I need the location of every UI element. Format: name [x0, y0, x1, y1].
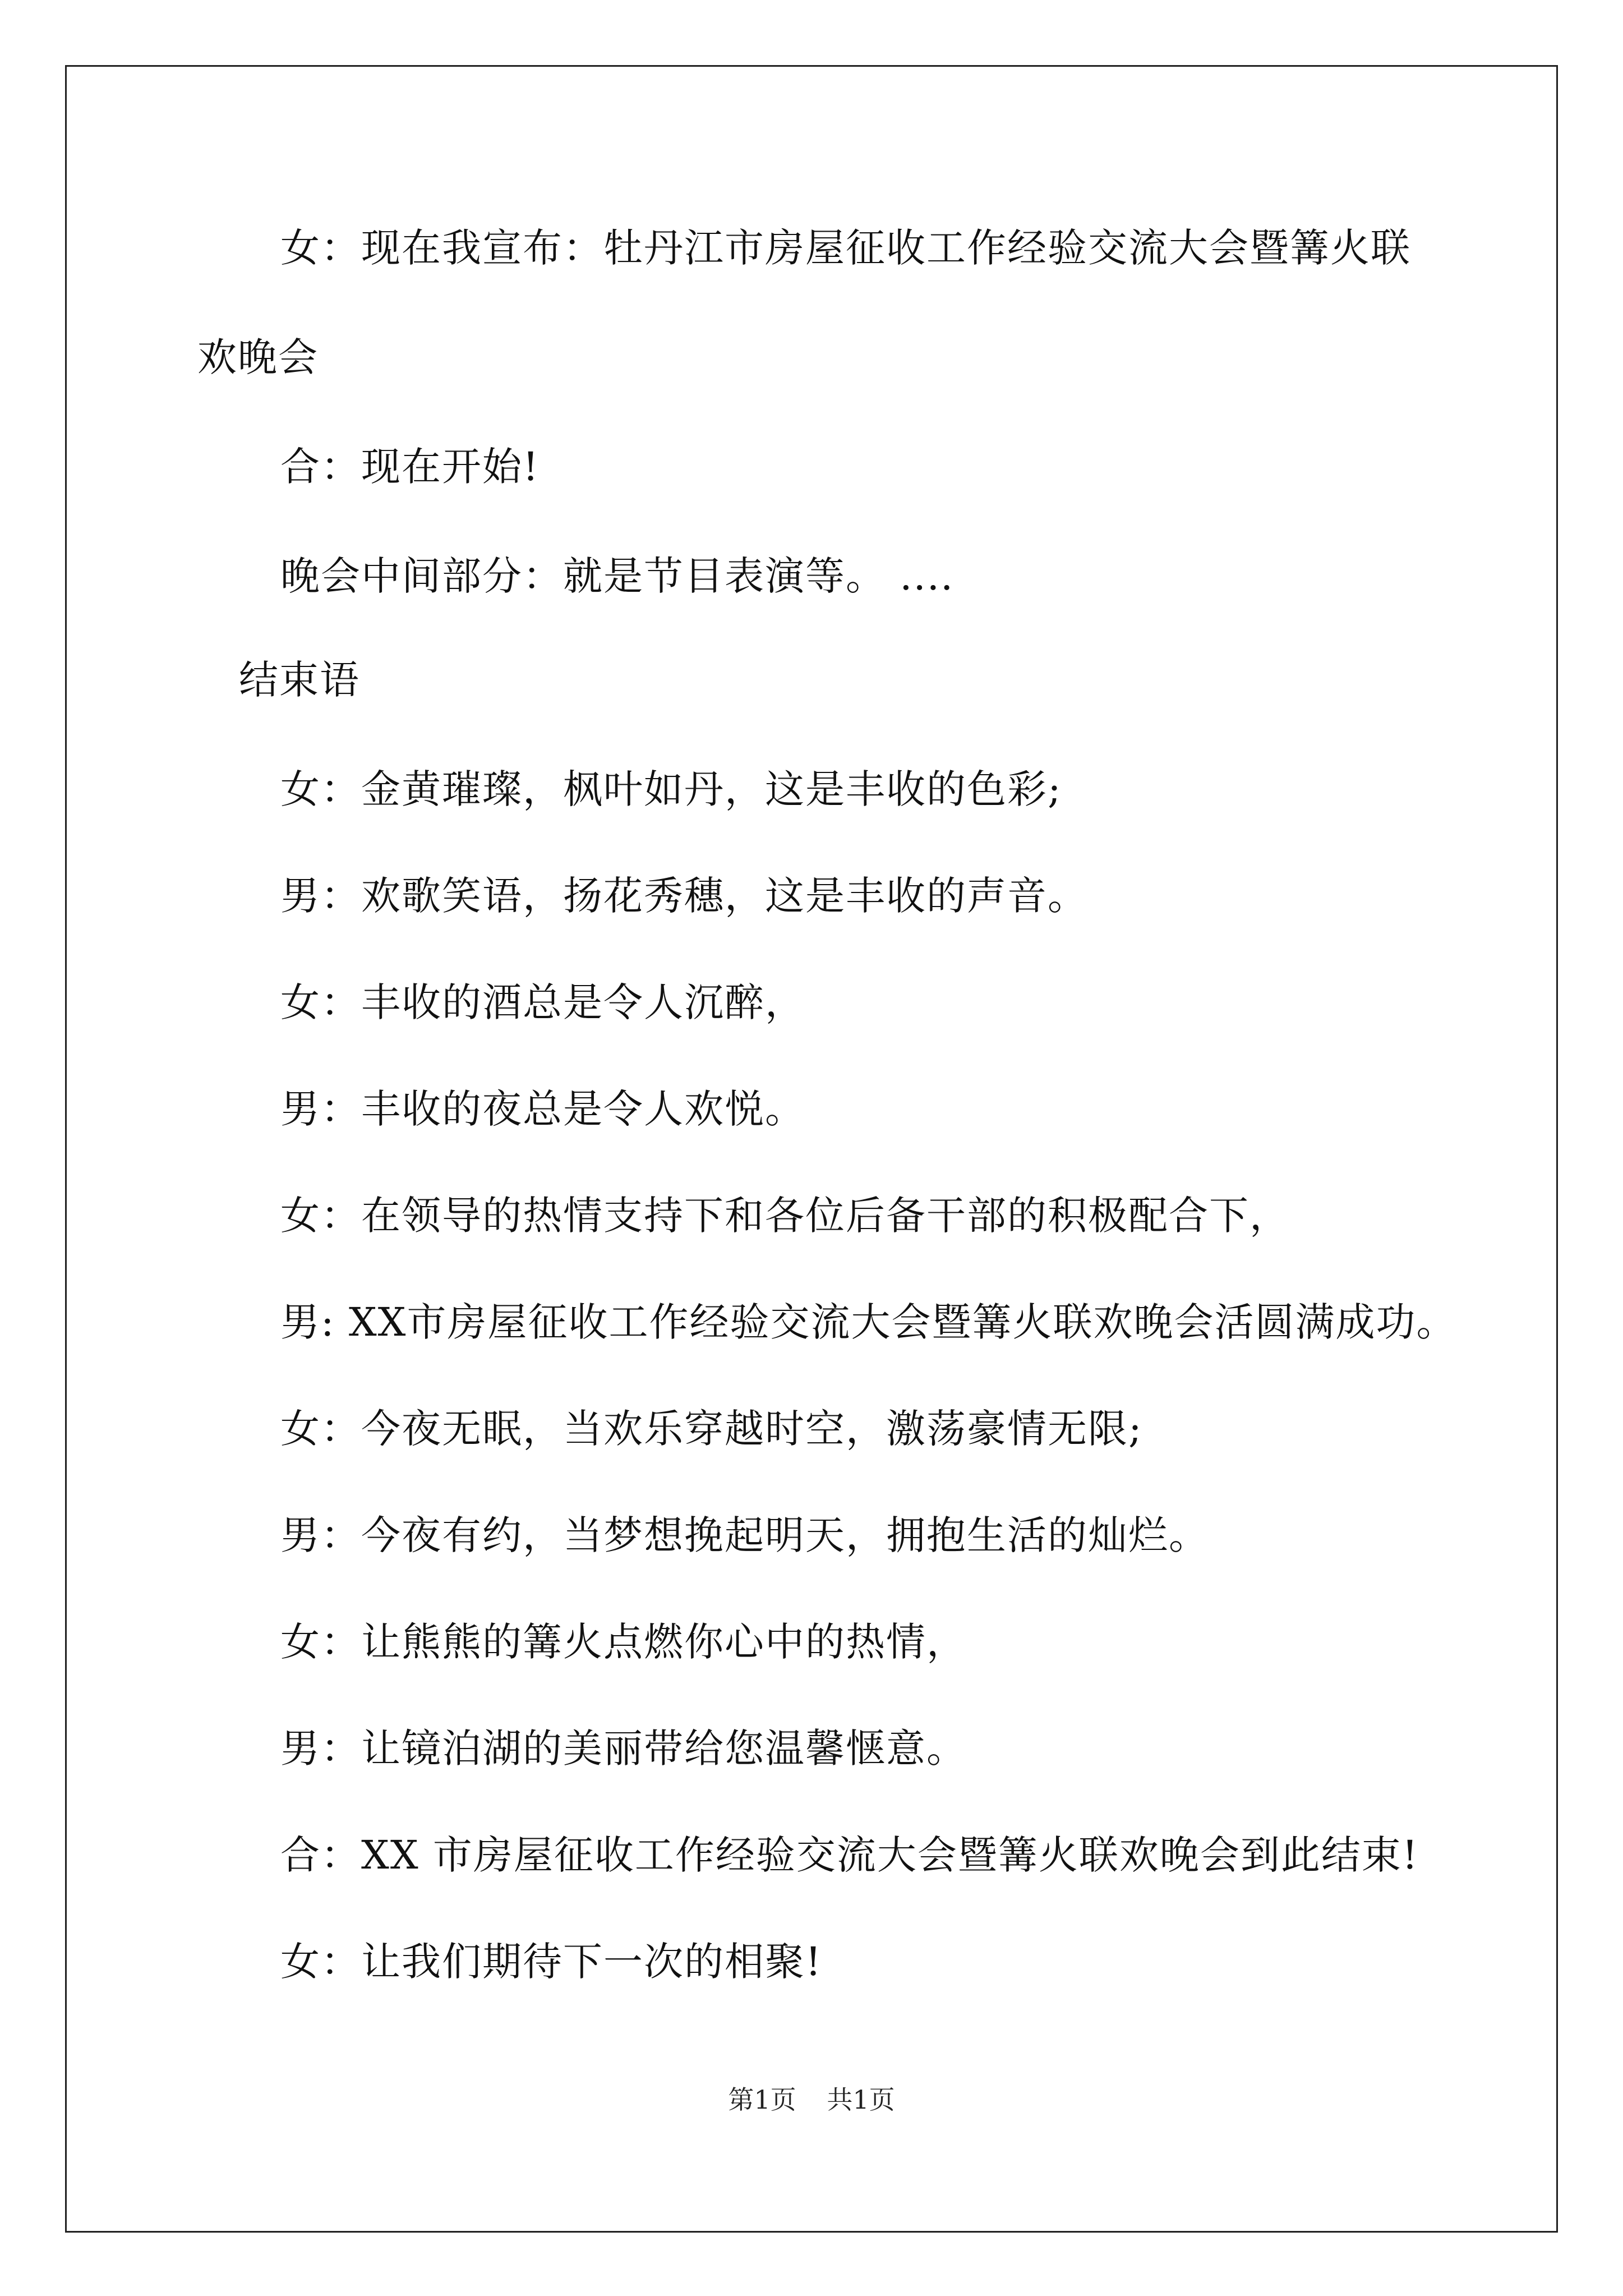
page-total: 共1页	[827, 2085, 895, 2115]
text-line: 男：丰收的夜总是令人欢悦。	[280, 1086, 805, 1132]
section-heading: 结束语	[239, 657, 360, 703]
text-line: 女：让熊熊的篝火点燃你心中的热情，	[280, 1619, 967, 1665]
text-line: 男: XX市房屋征收工作经验交流大会暨篝火联欢晚会活圆满成功。	[280, 1299, 1457, 1345]
text-line: 晚会中间部分：就是节目表演等。 ....	[280, 553, 955, 599]
text-line: 女：今夜无眠，当欢乐穿越时空，激荡豪情无限;	[280, 1406, 1143, 1452]
text-line: 女：丰收的酒总是令人沉醉，	[280, 979, 805, 1025]
text-line: 女：在领导的热情支持下和各位后备干部的积极配合下，	[280, 1193, 1290, 1239]
text-line: 合：XX 市房屋征收工作经验交流大会暨篝火联欢晚会到此结束!	[280, 1832, 1419, 1878]
text-line: 男：欢歌笑语，扬花秀穗，这是丰收的声音。	[280, 873, 1088, 919]
text-line: 男：让镜泊湖的美丽带给您温馨惬意。	[280, 1726, 967, 1772]
text-line: 合：现在开始!	[280, 444, 540, 490]
page-footer	[0, 2087, 1623, 2113]
text-line: 男：今夜有约，当梦想挽起明天，拥抱生活的灿烂。	[280, 1512, 1209, 1558]
page-number: 第1页	[728, 2085, 796, 2115]
text-line: 女：现在我宣布：牡丹江市房屋征收工作经验交流大会暨篝火联	[280, 225, 1411, 271]
text-line: 欢晚会	[197, 334, 319, 380]
text-line: 女：金黄璀璨，枫叶如丹，这是丰收的色彩;	[280, 766, 1062, 812]
text-line: 女：让我们期待下一次的相聚!	[280, 1939, 823, 1985]
